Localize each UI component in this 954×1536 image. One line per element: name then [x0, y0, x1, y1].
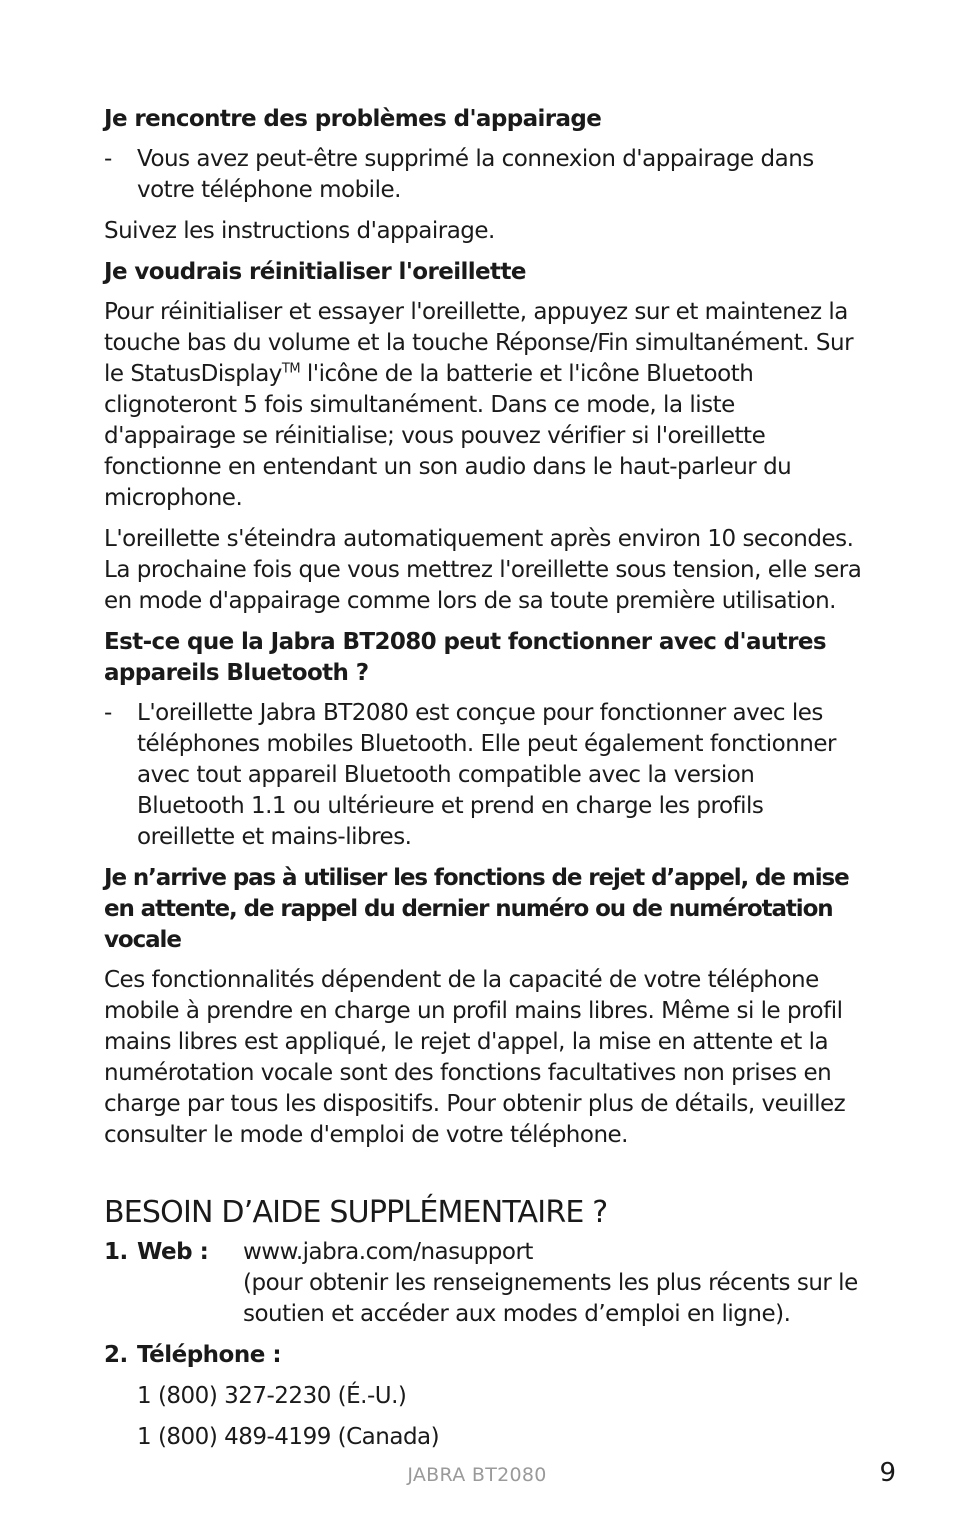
phone-label: Téléphone :	[137, 1342, 282, 1368]
web-label: Web :	[137, 1239, 209, 1265]
page-number: 9	[879, 1458, 896, 1488]
web-url-link[interactable]: www.jabra.com/nasupport	[243, 1239, 533, 1265]
help-section-title: BESOIN D’AIDE SUPPLÉMENTAIRE ?	[104, 1195, 608, 1230]
bullet-dash: -	[104, 146, 112, 172]
manual-page-content	[104, 104, 864, 1453]
help-web-row	[104, 1237, 864, 1330]
phone-number-canada: 1 (800) 489-4199 (Canada)	[137, 1424, 440, 1450]
bullet-text: Vous avez peut-être supprimé la connexion d'appairage dans votre téléphone mobile.	[137, 146, 814, 203]
section-heading-pairing-problems: Je rencontre des problèmes d'appairage	[104, 106, 602, 132]
list-item	[104, 698, 864, 853]
list-item	[104, 144, 864, 206]
footer-product-name: JABRA BT2080	[407, 1464, 547, 1486]
phone-number-us: 1 (800) 327-2230 (É.-U.)	[137, 1383, 407, 1409]
section-heading-other-devices: Est-ce que la Jabra BT2080 peut fonctionner avec d'autres appareils Bluetooth ?	[104, 629, 826, 686]
web-note: (pour obtenir les renseignements les plus récents sur le soutien et accéder aux modes d’emploi en ligne).	[243, 1270, 858, 1327]
paragraph-auto-off: L'oreillette s'éteindra automatiquement après environ 10 secondes. La prochaine fois que vous mettrez l'oreillette sous tension, elle sera en mode d'appairage comme lors de sa toute première utilisation.	[104, 526, 862, 614]
bullet-dash: -	[104, 700, 112, 726]
list-number: 1.	[104, 1239, 128, 1265]
list-number: 2.	[104, 1342, 128, 1368]
section-heading-reset: Je voudrais réinitialiser l'oreillette	[104, 259, 526, 285]
paragraph-reset-instructions: Pour réinitialiser et essayer l'oreillette, appuyez sur et maintenez la touche bas du volume et la touche Réponse/Fin simultanément. Sur le StatusDisplay™ l'icône de la batterie et l'icône Bluetooth clignoteront 5 fois simultanément. Dans ce mode, la liste d'appairage se réinitialise; vous pouvez vérifier si l'oreillette fonctionne en entendant un son audio dans le haut-parleur du microphone.	[104, 299, 854, 511]
help-phone-row	[104, 1340, 864, 1371]
paragraph: Suivez les instructions d'appairage.	[104, 218, 495, 244]
web-info	[243, 1237, 864, 1330]
section-heading-call-functions: Je n’arrive pas à utiliser les fonctions de rejet d’appel, de mise en attente, de rappel du dernier numéro ou de numérotation vocale	[104, 865, 849, 953]
paragraph-call-functions: Ces fonctionnalités dépendent de la capacité de votre téléphone mobile à prendre en charge un profil mains libres. Même si le profil mains libres est appliqué, le rejet d'appel, la mise en attente et la numérotation vocale sont des fonctions facultatives non prises en charge par tous les dispositifs. Pour obtenir plus de détails, veuillez consulter le mode d'emploi de votre téléphone.	[104, 967, 846, 1148]
bullet-text: L'oreillette Jabra BT2080 est conçue pour fonctionner avec les téléphones mobiles Bluetooth. Elle peut également fonctionner avec tout appareil Bluetooth compatible avec la version Bluetooth 1.1 ou ultérieure et prend en charge les profils oreillette et mains-libres.	[137, 700, 836, 850]
trademark-mark: TM	[281, 361, 301, 377]
